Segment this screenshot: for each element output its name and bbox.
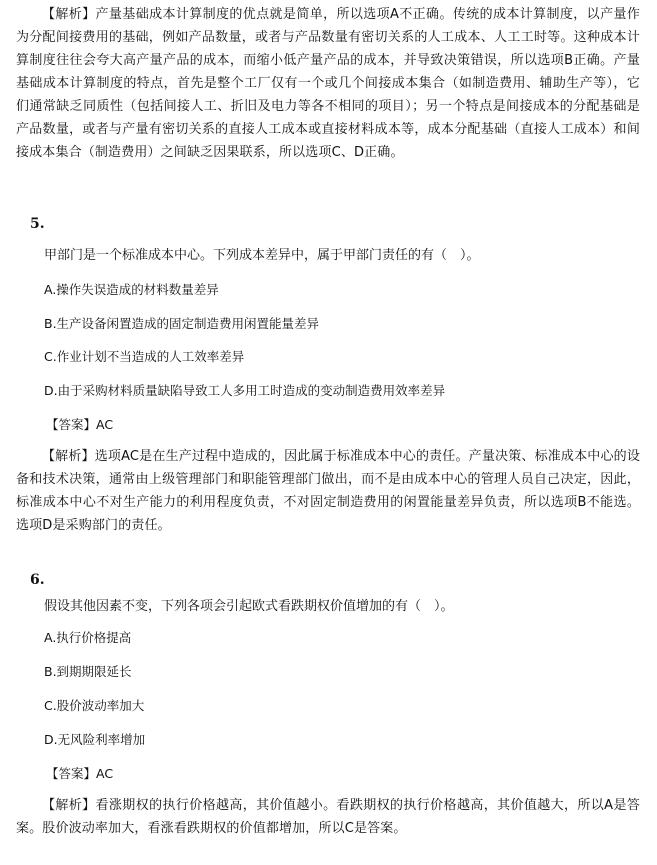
question-6-option-b: B.到期期限延长 xyxy=(44,664,132,679)
question-5-stem: 甲部门是一个标准成本中心。下列成本差异中，属于甲部门责任的有（ ）。 xyxy=(44,248,480,263)
analysis-paragraph-previous: 【解析】产量基础成本计算制度的优点就是简单，所以选项A不正确。传统的成本计算制度，以产量作为分配间接费用的基础，例如产品数量，或者与产品数量有密切关系的人工成本、人工工时等。这种成本计算制度往往会夸大高产量产品的成本，而缩小低产量产品的成本，并导致决策错误，所以选项B正确。产量基础成本计算制度的特点，首先是整个工厂仅有一个或几个间接成本集合（如制造费用、辅助生产等），它们通常缺乏同质性（包括间接人工、折旧及电力等各不相同的项目）；另一个特点是间接成本的分配基础是产品数量，或者与产量有密切关系的直接人工成本或直接材料成本等，成本分配基础（直接人工成本）和间接成本集合（制造费用）之间缺乏因果联系，所以选项C、D正确。 xyxy=(16,7,640,160)
question-6-option-d: D.无风险利率增加 xyxy=(44,732,146,747)
question-6-option-c: C.股价波动率加大 xyxy=(44,698,145,713)
question-5-number: 5. xyxy=(30,216,45,232)
question-6-option-a: A.执行价格提高 xyxy=(44,630,132,645)
question-6-number: 6. xyxy=(30,572,45,588)
question-5-option-d: D.由于采购材料质量缺陷导致工人多用工时造成的变动制造费用效率差异 xyxy=(44,383,446,398)
question-5-analysis: 【解析】选项AC是在生产过程中造成的，因此属于标准成本中心的责任。产量决策、标准成本中心的设备和技术决策，通常由上级管理部门和职能管理部门做出，而不是由成本中心的管理人员自己决定，因此，标准成本中心不对生产能力的利用程度负责，不对固定制造费用的闲置能量差异负责，所以选项B不能选。选项D是采购部门的责任。 xyxy=(16,449,640,533)
question-5-option-b: B.生产设备闲置造成的固定制造费用闲置能量差异 xyxy=(44,316,320,331)
question-5-answer: 【答案】AC xyxy=(46,417,114,432)
question-6-stem: 假设其他因素不变，下列各项会引起欧式看跌期权价值增加的有（ ）。 xyxy=(44,599,454,614)
question-6-answer: 【答案】AC xyxy=(46,766,114,781)
question-6-analysis: 【解析】看涨期权的执行价格越高，其价值越小。看跌期权的执行价格越高，其价值越大，所以A是答案。股价波动率加大，看涨看跌期权的价值都增加，所以C是答案。 xyxy=(16,798,640,836)
question-5-option-a: A.操作失误造成的材料数量差异 xyxy=(44,282,219,297)
question-5-option-c: C.作业计划不当造成的人工效率差异 xyxy=(44,349,245,364)
